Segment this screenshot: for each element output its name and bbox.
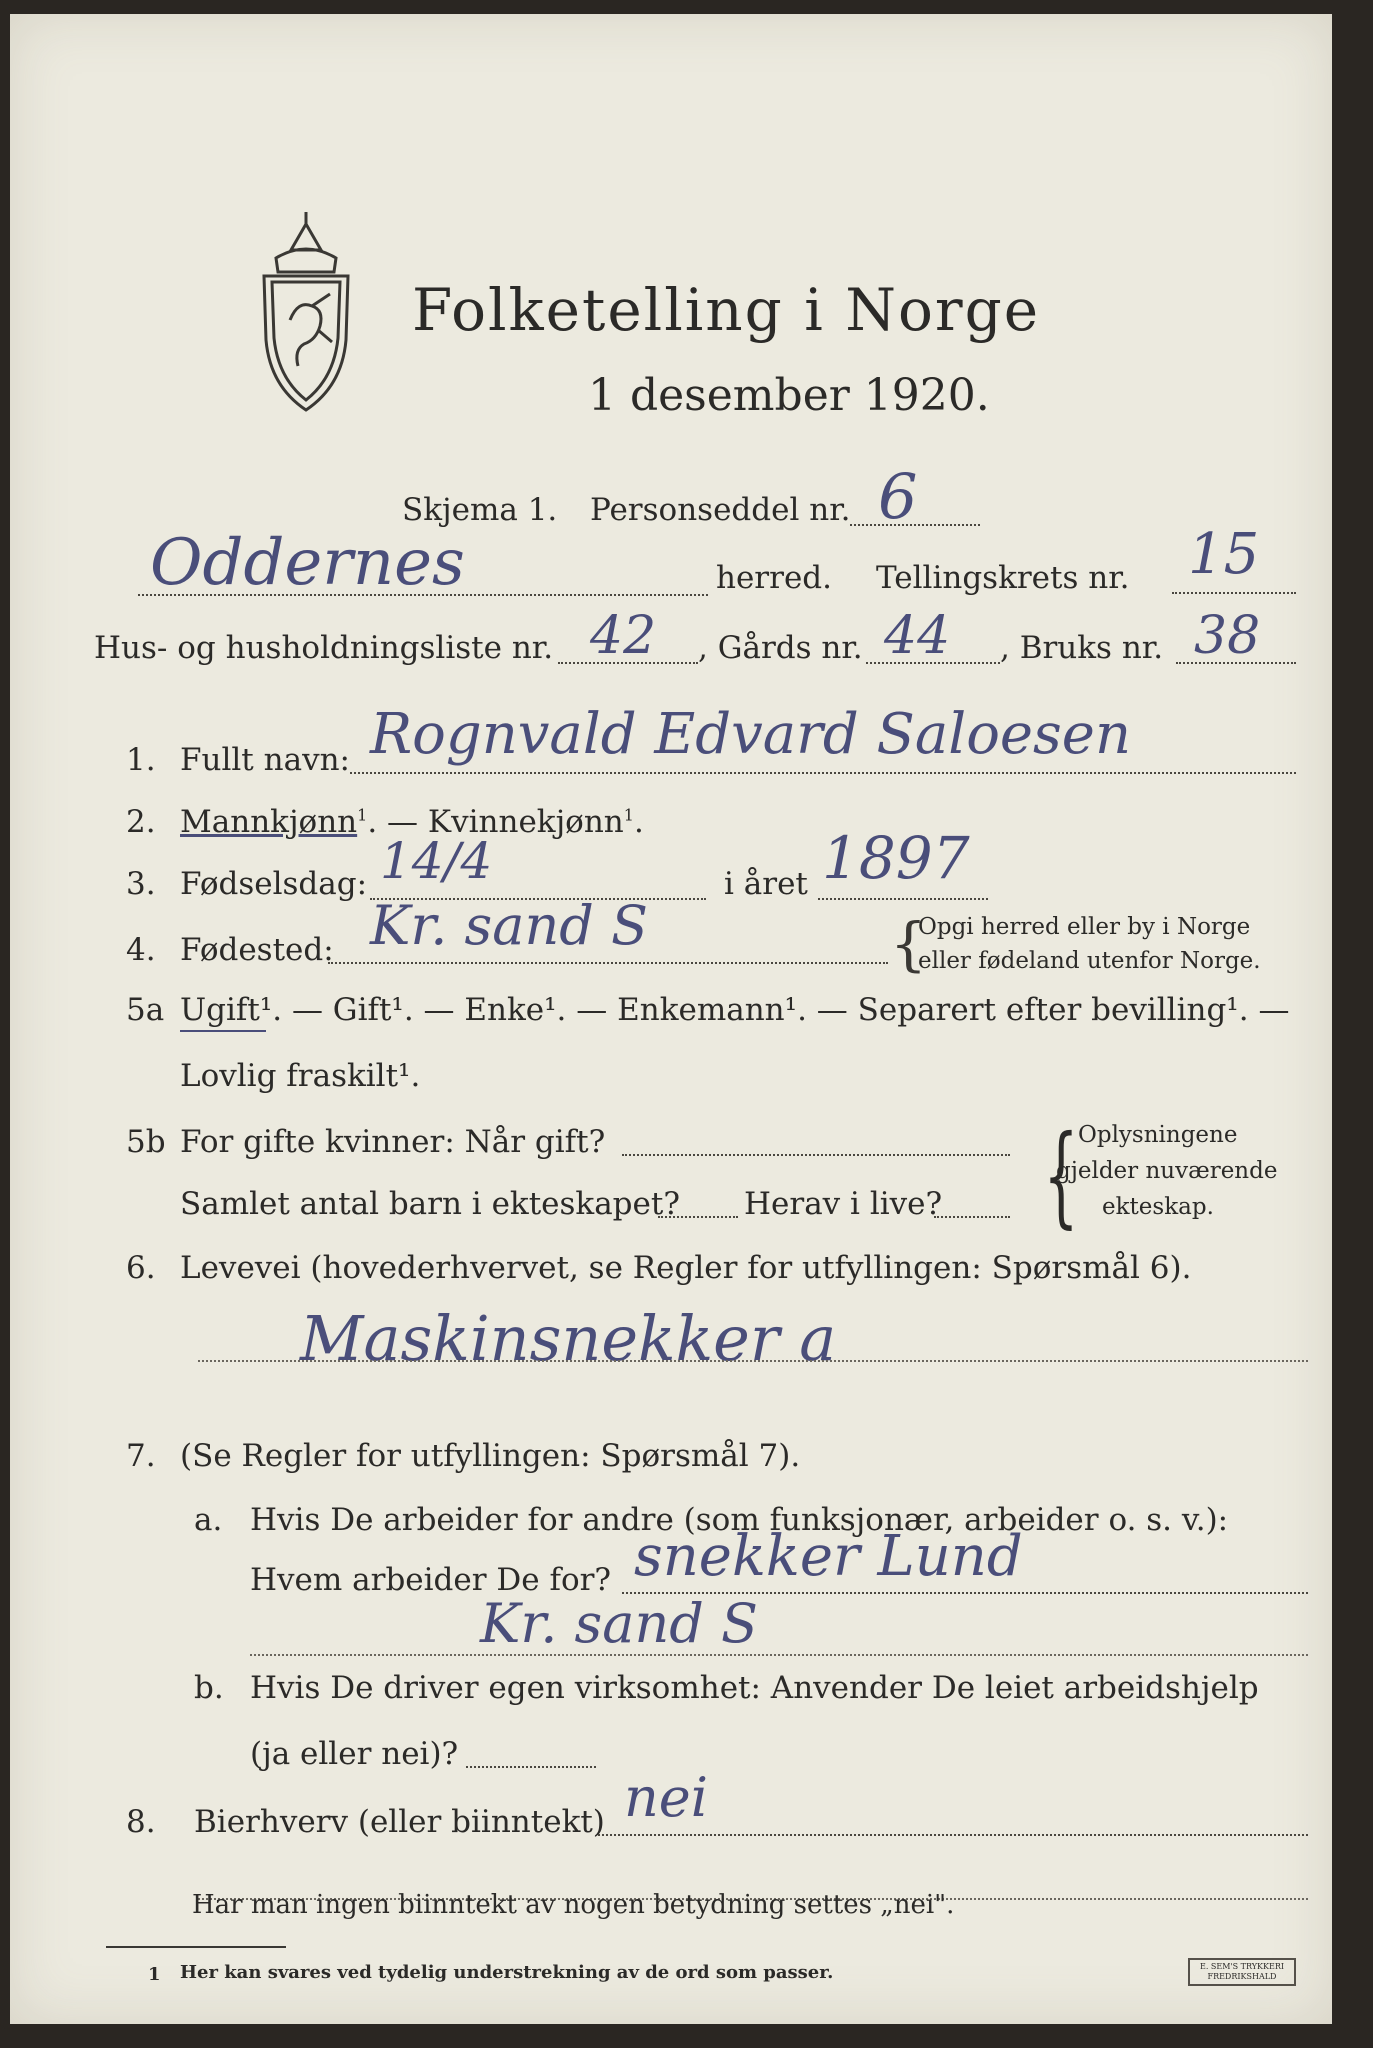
herred-label: herred. xyxy=(716,560,832,596)
q5b-married-line xyxy=(622,1154,1010,1156)
q6-answer-line xyxy=(198,1360,1308,1362)
q3-year-label: i året xyxy=(724,866,808,902)
q7b-line xyxy=(466,1766,596,1768)
tellingskrets-line xyxy=(1172,592,1296,594)
q5b-brace: { xyxy=(1043,1111,1079,1239)
q5b-children-line xyxy=(658,1216,738,1218)
q5a-number: 5a xyxy=(126,992,165,1028)
q7a-line1: Hvis De arbeider for andre (som funksjonær, arbeider o. s. v.): xyxy=(250,1502,1229,1538)
husliste-value[interactable]: 42 xyxy=(590,606,657,666)
gards-value[interactable]: 44 xyxy=(884,606,951,666)
q1-line xyxy=(350,772,1296,774)
q8-value[interactable]: nei xyxy=(624,1766,709,1829)
no-income-note: Har man ingen biinntekt av nogen betydning settes „nei". xyxy=(192,1890,955,1920)
q3-label: Fødselsdag: xyxy=(180,866,368,902)
tellingskrets-label: Tellingskrets nr. xyxy=(876,560,1130,596)
q5a-options[interactable]: Ugift¹. — Gift¹. — Enke¹. — Enkemann¹. — Separert efter bevilling¹. — xyxy=(180,992,1290,1028)
skjema-label: Skjema 1. xyxy=(402,492,558,528)
q7b-line2: (ja eller nei)? xyxy=(250,1736,459,1772)
q7a-employer-value[interactable]: snekker Lund xyxy=(634,1524,1023,1589)
bruks-label: , Bruks nr. xyxy=(1000,630,1164,666)
q8-label: Bierhverv (eller biinntekt) xyxy=(194,1804,605,1840)
q5b-note3: ekteskap. xyxy=(1102,1194,1214,1220)
personseddel-label: Personseddel nr. xyxy=(590,492,851,528)
q4-note-line2: eller fødeland utenfor Norge. xyxy=(918,948,1261,974)
q2-sex-options: Mannkjønn$^1$. — Kvinnekjønn$^1$. xyxy=(180,804,644,840)
q7a-number: a. xyxy=(194,1502,223,1538)
q7-number: 7. xyxy=(126,1438,156,1474)
q2-female-option[interactable]: Kvinnekjønn xyxy=(427,804,624,840)
q4-line xyxy=(328,962,888,964)
q4-number: 4. xyxy=(126,932,156,968)
footnote-number: 1 xyxy=(148,1964,161,1985)
coat-of-arms-icon xyxy=(246,210,366,420)
q1-full-name-value[interactable]: Rognvald Edvard Saloesen xyxy=(370,702,1132,767)
footnote-rule xyxy=(106,1946,286,1948)
q1-label: Fullt navn: xyxy=(180,742,350,778)
q7b-number: b. xyxy=(194,1670,224,1706)
page-title: Folketelling i Norge xyxy=(412,276,1041,344)
q3-year-value[interactable]: 1897 xyxy=(822,824,970,892)
husliste-label: Hus- og husholdningsliste nr. xyxy=(94,630,554,666)
q7a-employer-place-value[interactable]: Kr. sand S xyxy=(480,1592,758,1655)
q2-end: . xyxy=(633,804,644,840)
personseddel-value[interactable]: 6 xyxy=(878,460,918,533)
q2-separator: . — xyxy=(367,804,419,840)
q5a-option-fraskilt[interactable]: Lovlig fraskilt¹. xyxy=(180,1058,421,1094)
q4-birthplace-value[interactable]: Kr. sand S xyxy=(370,894,648,957)
q8-line xyxy=(598,1834,1308,1836)
census-form-sheet xyxy=(10,14,1332,2024)
q6-number: 6. xyxy=(126,1250,156,1286)
footnote-text: Her kan svares ved tydelig understrekning av de ord som passer. xyxy=(180,1962,834,1983)
q5b-line1: For gifte kvinner: Når gift? xyxy=(180,1124,606,1160)
q2-number: 2. xyxy=(126,804,156,840)
q6-occupation-value[interactable]: Maskinsnekker a xyxy=(300,1302,837,1375)
q3-year-line xyxy=(818,898,988,900)
q5b-alive-label: Herav i live? xyxy=(744,1186,943,1222)
q7-label: (Se Regler for utfyllingen: Spørsmål 7). xyxy=(180,1438,801,1474)
q3-birthday-value[interactable]: 14/4 xyxy=(380,832,493,890)
tellingskrets-value[interactable]: 15 xyxy=(1188,522,1260,587)
q8-number: 8. xyxy=(126,1804,156,1840)
q5b-note1: Oplysningene xyxy=(1078,1122,1238,1148)
q7a-line2: Hvem arbeider De for? xyxy=(250,1562,612,1598)
gards-label: , Gårds nr. xyxy=(698,630,863,666)
q1-number: 1. xyxy=(126,742,156,778)
printer-stamp: E. SEM'S TRYKKERI FREDRIKSHALD xyxy=(1188,1958,1296,1986)
q5b-number: 5b xyxy=(126,1124,166,1160)
census-date: 1 desember 1920. xyxy=(588,370,990,421)
q4-label: Fødested: xyxy=(180,932,334,968)
q7a-answer-line2 xyxy=(250,1654,1308,1656)
q5b-children-label: Samlet antal barn i ekteskapet? xyxy=(180,1186,680,1222)
q7b-line1: Hvis De driver egen virksomhet: Anvender De leiet arbeidshjelp xyxy=(250,1670,1259,1706)
q5a-ugift-underline xyxy=(180,1030,266,1032)
bruks-value[interactable]: 38 xyxy=(1194,606,1261,666)
q4-note-line1: Opgi herred eller by i Norge xyxy=(918,914,1251,940)
q5b-alive-line xyxy=(934,1216,1010,1218)
q2-male-option[interactable]: Mannkjønn xyxy=(180,804,358,840)
q6-label: Levevei (hovederhvervet, se Regler for utfyllingen: Spørsmål 6). xyxy=(180,1250,1192,1286)
herred-value[interactable]: Oddernes xyxy=(150,526,465,600)
q3-number: 3. xyxy=(126,866,156,902)
q4-brace: { xyxy=(890,910,927,978)
q5b-note2: gjelder nuværende xyxy=(1056,1158,1278,1184)
